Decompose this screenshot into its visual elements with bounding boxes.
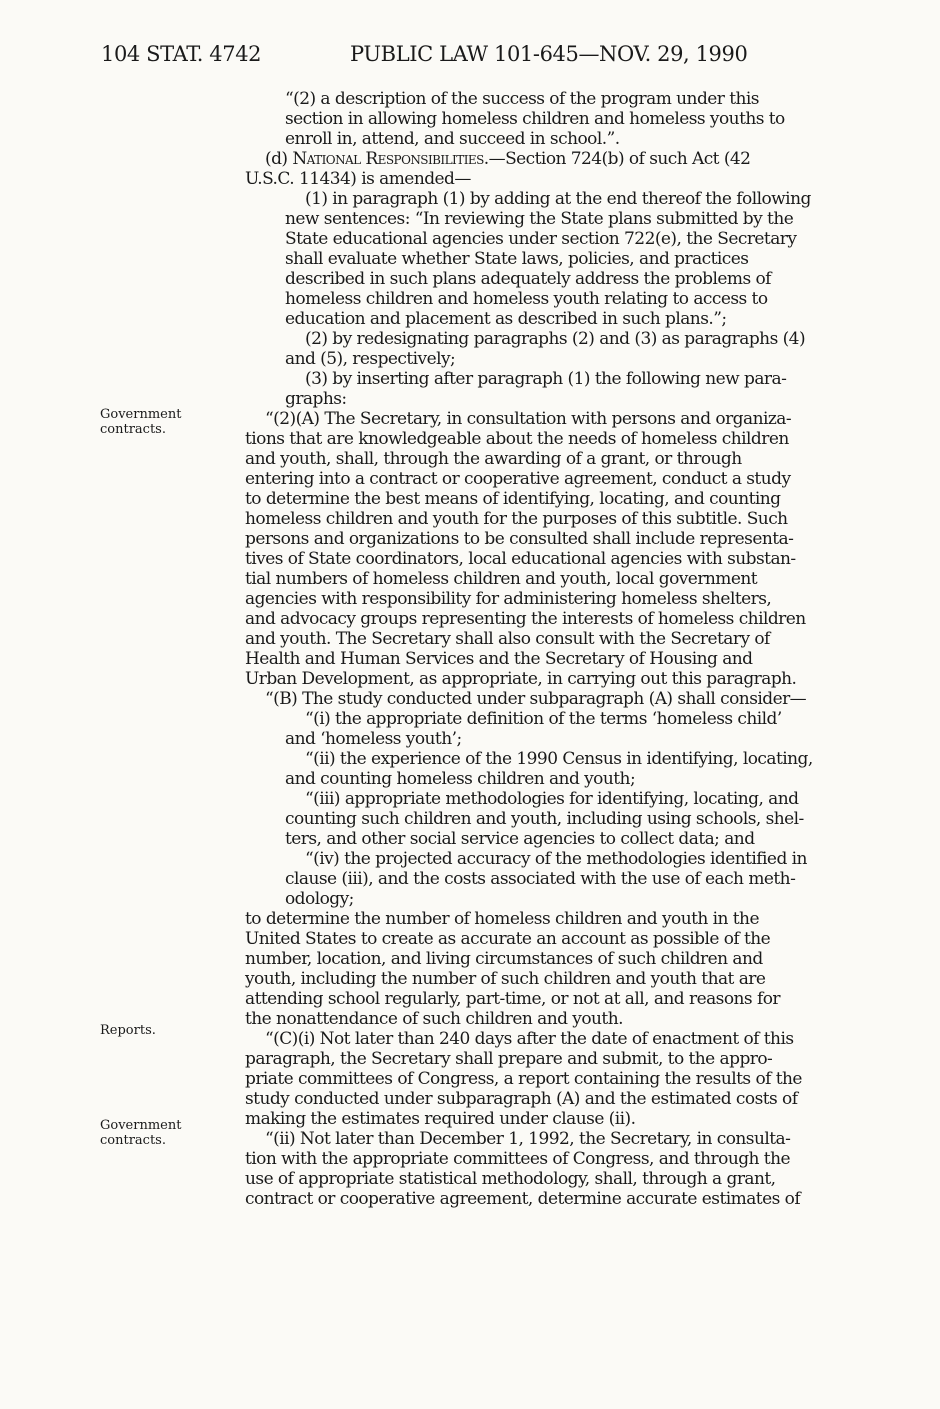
text-line: (2) by redesignating paragraphs (2) and (3) as paragraphs (4) — [305, 329, 806, 349]
text-line: “(iv) the projected accuracy of the methodologies identified in — [305, 849, 807, 869]
text-line: number, location, and living circumstances of such children and — [245, 949, 763, 969]
text-line: Urban Development, as appropriate, in carrying out this paragraph. — [245, 669, 797, 689]
text-line: contract or cooperative agreement, determine accurate estimates of — [245, 1189, 801, 1209]
text-line: and youth. The Secretary shall also consult with the Secretary of — [245, 629, 770, 649]
text-line: United States to create as accurate an account as possible of the — [245, 929, 771, 949]
text-line: paragraph, the Secretary shall prepare and submit, to the appro- — [245, 1049, 773, 1069]
text-line: entering into a contract or cooperative agreement, conduct a study — [245, 469, 791, 489]
text-line: Health and Human Services and the Secretary of Housing and — [245, 649, 753, 669]
text-line: and advocacy groups representing the interests of homeless children — [245, 609, 806, 629]
text-line: tial numbers of homeless children and youth, local government — [245, 569, 758, 589]
text-line: and (5), respectively; — [285, 349, 456, 369]
margin-note-government-contracts: Government contracts. — [100, 407, 182, 437]
margin-note-reports: Reports. — [100, 1023, 156, 1038]
text-line: homeless children and homeless youth relating to access to — [285, 289, 768, 309]
text-line: “(2) a description of the success of the program under this — [285, 89, 759, 109]
text-line: shall evaluate whether State laws, policies, and practices — [285, 249, 749, 269]
text-line: the nonattendance of such children and youth. — [245, 1009, 623, 1029]
text-line: use of appropriate statistical methodology, shall, through a grant, — [245, 1169, 776, 1189]
text-line: to determine the number of homeless children and youth in the — [245, 909, 759, 929]
page-reference: 104 STAT. 4742 — [101, 42, 262, 66]
text-line: graphs: — [285, 389, 347, 409]
text-line: U.S.C. 11434) is amended— — [245, 169, 471, 189]
text-line: described in such plans adequately address the problems of — [285, 269, 771, 289]
text-line: State educational agencies under section 722(e), the Secretary — [285, 229, 797, 249]
law-title: PUBLIC LAW 101-645—NOV. 29, 1990 — [350, 42, 748, 66]
heading-rest: —Section 724(b) of such Act (42 — [488, 149, 751, 169]
text-line: priate committees of Congress, a report containing the results of the — [245, 1069, 802, 1089]
text-line: persons and organizations to be consulted shall include representa- — [245, 529, 794, 549]
text-line: “(ii) the experience of the 1990 Census in identifying, locating, — [305, 749, 813, 769]
text-line: counting such children and youth, including using schools, shel- — [285, 809, 804, 829]
heading-title: National Responsibilities. — [292, 149, 489, 169]
text-line: “(2)(A) The Secretary, in consultation with persons and organiza- — [265, 409, 792, 429]
text-line: (1) in paragraph (1) by adding at the end thereof the following — [305, 189, 811, 209]
text-line: “(C)(i) Not later than 240 days after the date of enactment of this — [265, 1029, 794, 1049]
text-line: to determine the best means of identifying, locating, and counting — [245, 489, 781, 509]
text-line: (3) by inserting after paragraph (1) the following new para- — [305, 369, 787, 389]
text-line: odology; — [285, 889, 354, 909]
text-line: clause (iii), and the costs associated with the use of each meth- — [285, 869, 796, 889]
text-line: education and placement as described in such plans.”; — [285, 309, 727, 329]
section-heading-national-responsibilities — [265, 149, 750, 169]
text-line: tion with the appropriate committees of Congress, and through the — [245, 1149, 790, 1169]
text-line: tives of State coordinators, local educational agencies with substan- — [245, 549, 796, 569]
text-line: study conducted under subparagraph (A) and the estimated costs of — [245, 1089, 798, 1109]
margin-note-government-contracts-2: Government contracts. — [100, 1118, 182, 1148]
text-line: ters, and other social service agencies to collect data; and — [285, 829, 755, 849]
text-line: agencies with responsibility for administering homeless shelters, — [245, 589, 772, 609]
text-line: “(ii) Not later than December 1, 1992, the Secretary, in consulta- — [265, 1129, 791, 1149]
text-line: “(B) The study conducted under subparagraph (A) shall consider— — [265, 689, 807, 709]
text-line: attending school regularly, part-time, or not at all, and reasons for — [245, 989, 780, 1009]
text-line: youth, including the number of such children and youth that are — [245, 969, 766, 989]
text-line: “(i) the appropriate definition of the terms ‘homeless child’ — [305, 709, 782, 729]
text-line: enroll in, attend, and succeed in school.”. — [285, 129, 620, 149]
text-line: homeless children and youth for the purposes of this subtitle. Such — [245, 509, 788, 529]
text-line: section in allowing homeless children and homeless youths to — [285, 109, 785, 129]
text-line: and youth, shall, through the awarding of a grant, or through — [245, 449, 742, 469]
text-line: “(iii) appropriate methodologies for identifying, locating, and — [305, 789, 799, 809]
text-line: and ‘homeless youth’; — [285, 729, 462, 749]
text-line: making the estimates required under clause (ii). — [245, 1109, 636, 1129]
text-line: tions that are knowledgeable about the needs of homeless children — [245, 429, 789, 449]
text-line: new sentences: “In reviewing the State plans submitted by the — [285, 209, 794, 229]
text-line: and counting homeless children and youth; — [285, 769, 636, 789]
heading-prefix: (d) — [265, 149, 293, 169]
